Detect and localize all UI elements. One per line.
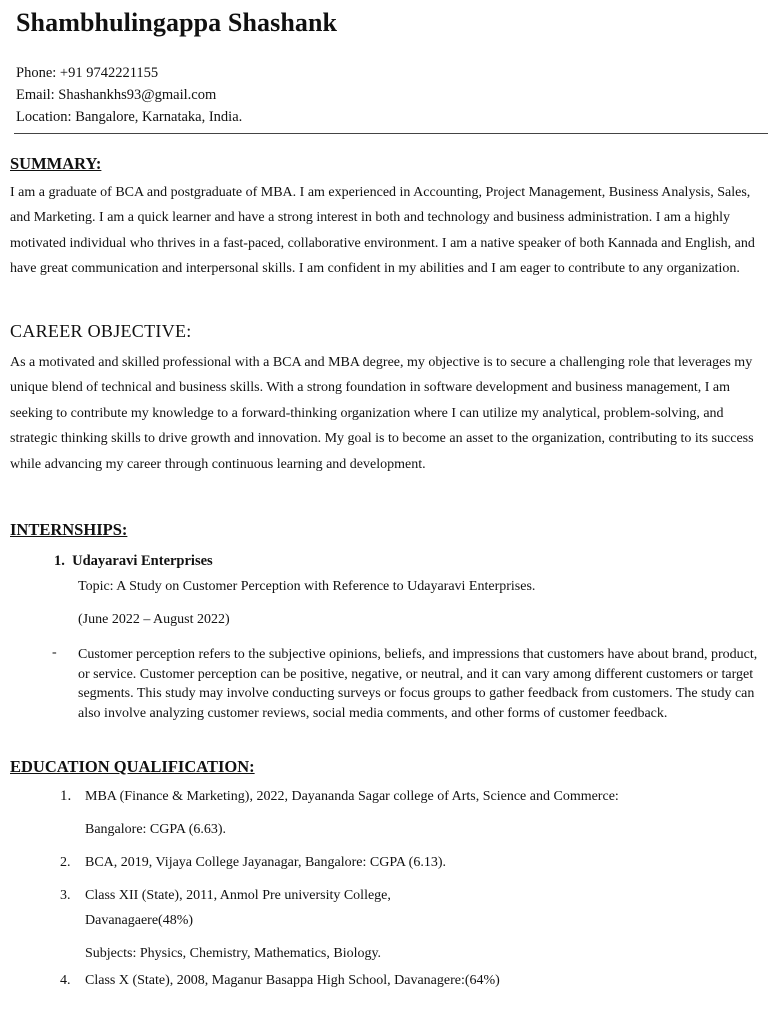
summary-heading: SUMMARY: [10,154,102,173]
internship-bullet: - [52,645,57,660]
objective-text: As a motivated and skilled professional with a BCA and MBA degree, my objective is to secure a challenging role that leverages my unique blend of technical and business skills. With a strong foundation in software development and business management, I am seeking to contribute my knowledge to a forward-thinking organization where I can utilize my analytical, problem-solving, and strategic thinking skills to drive growth and innovation. My goal is to become an asset to the organization, contributing to its success while advancing my career through continuous learning and development. [10,355,754,472]
education-line: Bangalore: CGPA (6.63). [85,822,227,837]
education-number: 3. [60,888,71,903]
education-number: 4. [60,973,71,988]
education-line: BCA, 2019, Vijaya College Jayanagar, Bangalore: CGPA (6.13). [85,855,446,870]
education-line: Class X (State), 2008, Maganur Basappa High School, Davanagere:(64%) [85,973,500,988]
education-number: 1. [60,788,72,804]
internship-description: Customer perception refers to the subjective opinions, beliefs, and impressions that customers have about brand, product, or service. Customer perception can be positive, negative, or neutral, and it can vary among different customers or target segments. This study may involve conducting surveys or focus groups to gather feedback from customers. The study can also involve analyzing customer reviews, social media comments, and other forms of customer feedback. [78,647,758,721]
education-line: Davanagaere(48%) [85,913,194,928]
summary-text: I am a graduate of BCA and postgraduate of MBA. I am experienced in Accounting, Project Management, Business Analysis, Sales, and Marketing. I am a quick learner and have a strong interest in both and technology and business administration. I am a highly motivated individual who thrives in a fast-paced, collaborative environment. I am a native speaker of both Kannada and English, and have great communication and interpersonal skills. I am confident in my abilities and I am eager to contribute to any organization. [10,185,755,277]
education-line: Subjects: Physics, Chemistry, Mathematics, Biology. [85,946,382,961]
education-heading: EDUCATION QUALIFICATION: [10,757,255,776]
internship-company [54,553,213,570]
internships-heading: INTERNSHIPS: [10,520,128,539]
phone-line: Phone: +91 9742221155 [16,65,159,81]
summary-section [10,154,762,282]
education-line: Class XII (State), 2011, Anmol Pre university College, [85,888,391,903]
internship-topic: Topic: A Study on Customer Perception with Reference to Udayaravi Enterprises. [78,579,536,594]
education-section [10,757,762,777]
internship-company-name: Udayaravi Enterprises [72,553,213,569]
contact-block [16,62,242,128]
education-number: 2. [60,855,71,870]
objective-section [10,321,762,477]
education-line: MBA (Finance & Marketing), 2022, Dayananda Sagar college of Arts, Science and Commerce: [85,789,619,804]
header-divider [14,133,768,134]
internships-section [10,520,762,540]
objective-heading: CAREER OBJECTIVE: [10,321,192,341]
internship-period: (June 2022 – August 2022) [78,612,230,627]
candidate-name: Shambhulingappa Shashank [16,8,338,37]
internship-number: 1. [54,553,65,569]
email-line: Email: Shashankhs93@gmail.com [16,87,217,103]
location-line: Location: Bangalore, Karnataka, India. [16,109,243,125]
